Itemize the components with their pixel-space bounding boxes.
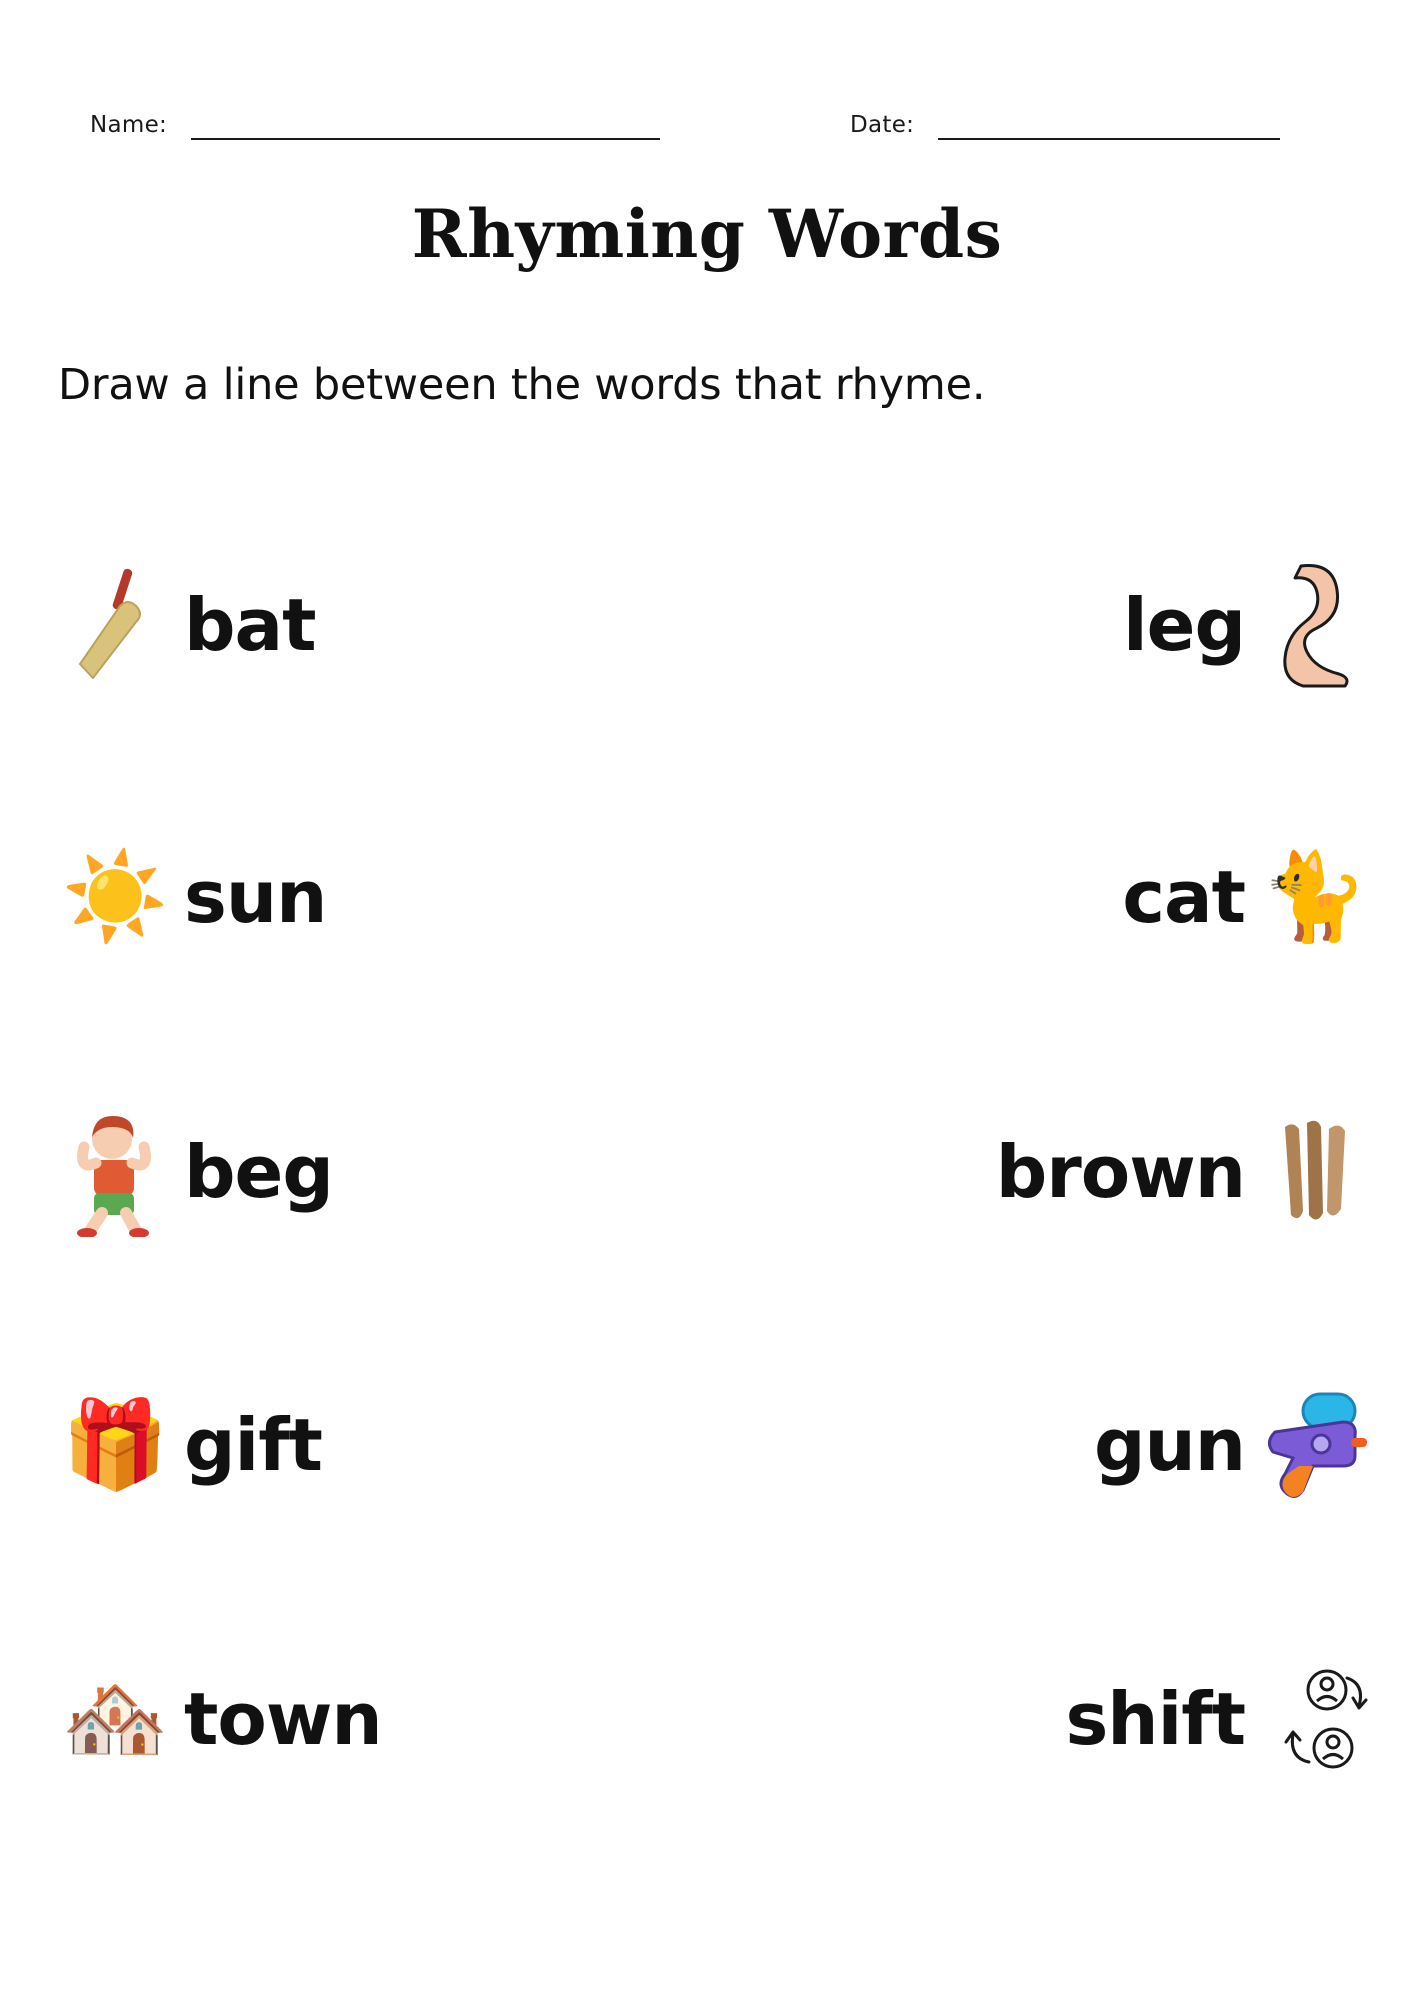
begging-boy-icon	[60, 1107, 170, 1237]
right-word-column	[809, 545, 1369, 1905]
page-title: Rhyming Words	[411, 195, 1003, 273]
list-item[interactable]	[60, 1365, 322, 1525]
word-match-area	[0, 545, 1414, 1905]
list-item[interactable]	[1123, 545, 1369, 705]
list-item[interactable]	[60, 817, 326, 977]
word-label: shift	[1065, 1677, 1245, 1761]
shift-exchange-icon	[1259, 1654, 1369, 1784]
word-label: beg	[184, 1130, 333, 1214]
word-label: town	[184, 1677, 382, 1761]
list-item[interactable]	[1122, 817, 1369, 977]
name-label: Name:	[90, 112, 168, 138]
list-item[interactable]	[996, 1092, 1369, 1252]
word-label: leg	[1122, 583, 1245, 667]
brown-paint-stroke-icon	[1259, 1107, 1369, 1237]
list-item[interactable]	[1094, 1365, 1369, 1525]
word-label: gift	[184, 1403, 322, 1487]
town-buildings-icon: 🏘️	[61, 1669, 169, 1769]
student-info-row	[90, 100, 1324, 140]
date-field-group	[850, 112, 1280, 140]
list-item[interactable]	[1065, 1639, 1369, 1799]
sun-icon: ☀️	[61, 847, 169, 947]
word-label: cat	[1122, 855, 1245, 939]
word-label: gun	[1093, 1403, 1245, 1487]
leg-icon	[1259, 560, 1369, 690]
list-item[interactable]	[60, 1092, 333, 1252]
name-write-line[interactable]	[191, 137, 660, 140]
date-write-line[interactable]	[938, 137, 1280, 140]
water-gun-icon	[1259, 1380, 1369, 1510]
left-word-column	[60, 545, 620, 1905]
word-label: bat	[184, 583, 316, 667]
cat-icon: 🐈	[1260, 847, 1368, 947]
word-label: brown	[995, 1130, 1245, 1214]
word-label: sun	[184, 855, 327, 939]
date-label: Date:	[850, 112, 915, 138]
name-field-group	[90, 112, 660, 140]
cricket-bat-icon	[60, 560, 170, 690]
list-item[interactable]	[60, 1639, 382, 1799]
list-item[interactable]	[60, 545, 316, 705]
gift-box-icon: 🎁	[61, 1395, 169, 1495]
instruction-text: Draw a line between the words that rhyme.	[58, 360, 986, 410]
